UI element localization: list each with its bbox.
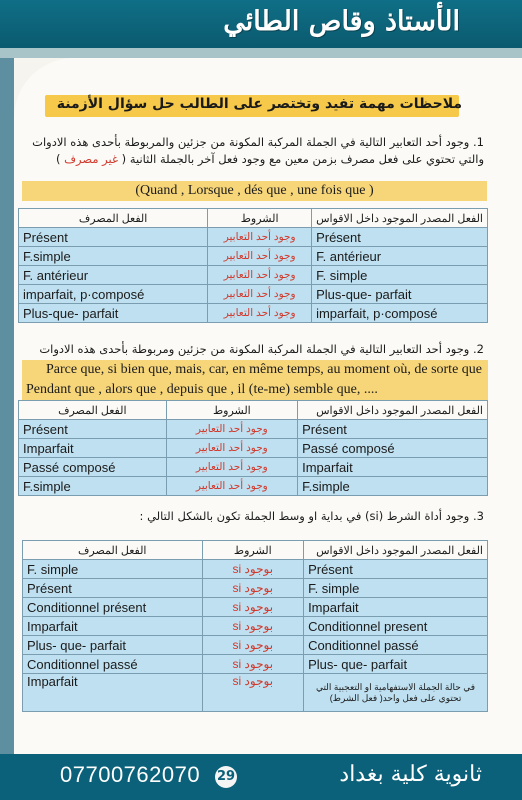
condition-cell: بوجود si (202, 674, 304, 712)
left-decor-band (0, 58, 14, 800)
condition-cell: بوجود si (202, 579, 304, 598)
table-header-row (23, 541, 488, 560)
section3-line1: 3. وجود أداة الشرط (si) في بداية او وسط الجملة تكون بالشكل التالي : (139, 509, 484, 523)
source-cell: Présent (304, 560, 488, 579)
conjugated-cell: F.simple (19, 477, 167, 496)
table-row (19, 458, 488, 477)
header-condition: الشروط (166, 401, 298, 420)
header-source: الفعل المصدر الموجود داخل الاقواس (312, 209, 488, 228)
condition-cell: وجود أحد التعابير (208, 266, 312, 285)
conjugated-cell: Imparfait (19, 439, 167, 458)
source-cell: Plus-que- parfait (312, 285, 488, 304)
source-cell: Présent (312, 228, 488, 247)
section1-line2-a: والتي تحتوي على فعل مصرف بزمن معين مع وجود فعل آخر بالجملة الثانية ( (121, 152, 484, 166)
table-row (19, 266, 488, 285)
conjugated-cell: Imparfait (23, 674, 203, 712)
condition-cell: وجود أحد التعابير (166, 420, 298, 439)
condition-cell: بوجود si (202, 636, 304, 655)
source-cell: F. simple (304, 579, 488, 598)
table-row (19, 285, 488, 304)
source-cell: Présent (298, 420, 488, 439)
header-accent-strip (0, 48, 522, 58)
footer-phone: 07700762070 (60, 762, 201, 787)
header-title: الأستاذ وقاص الطائي (223, 6, 460, 37)
conjugated-cell: Passé composé (19, 458, 167, 477)
section1-line2-b: ) (55, 152, 61, 166)
table-row (19, 420, 488, 439)
section1-line2 (24, 151, 484, 168)
conjugated-cell: Présent (23, 579, 203, 598)
section2-line1: 2. وجود أحد التعابير التالية في الجملة المركبة المكونة من جزئين ومربوطة بأحدى هذه الادوات (39, 342, 484, 356)
conjugated-cell: F.simple (19, 247, 208, 266)
header-conjugated: الفعل المصرف (19, 209, 208, 228)
table-row (23, 560, 488, 579)
header-condition: الشروط (202, 541, 304, 560)
table-row (23, 636, 488, 655)
condition-cell: وجود أحد التعابير (208, 247, 312, 266)
conjugated-cell: Présent (19, 228, 208, 247)
source-cell: Passé composé (298, 439, 488, 458)
condition-cell: وجود أحد التعابير (166, 439, 298, 458)
section1-line1: 1. وجود أحد التعابير التالية في الجملة المركبة المكونة من جزئين والمربوطة بأحدى هذه الادوات (32, 135, 484, 149)
table-row (19, 228, 488, 247)
conjugated-cell: Présent (19, 420, 167, 439)
source-cell: Imparfait (298, 458, 488, 477)
section3-table (22, 540, 488, 712)
conjugated-cell: F. antérieur (19, 266, 208, 285)
condition-cell: بوجود si (202, 655, 304, 674)
table-row (23, 617, 488, 636)
section2-connectors-line1: Parce que, si bien que, mais, car, en même temps, au moment où, de sorte que (45, 362, 482, 377)
conjugated-cell: Plus-que- parfait (19, 304, 208, 323)
header-source: الفعل المصدر الموجود داخل الاقواس (298, 401, 488, 420)
section2-table (18, 400, 488, 496)
condition-cell: وجود أحد التعابير (166, 477, 298, 496)
conjugated-cell: imparfait, p·composé (19, 285, 208, 304)
source-cell: Imparfait (304, 598, 488, 617)
header-condition: الشروط (208, 209, 312, 228)
section2-connectors-line2: Pendant que , alors que , depuis que , il (te-me) semble que, .... (26, 382, 378, 397)
condition-cell: بوجود si (202, 598, 304, 617)
conjugated-cell: Plus- que- parfait (23, 636, 203, 655)
table-row (23, 598, 488, 617)
source-cell: Plus- que- parfait (304, 655, 488, 674)
section2-connectors (22, 360, 488, 400)
condition-cell: بوجود si (202, 617, 304, 636)
conjugated-cell: Conditionnel passé (23, 655, 203, 674)
conjugated-cell: F. simple (23, 560, 203, 579)
section1-not-conjugated: غير مصرف (64, 152, 119, 166)
table-header-row (19, 401, 488, 420)
table-row (19, 304, 488, 323)
footer-school-name: ثانوية كلية بغداد (339, 762, 482, 787)
table-row (19, 247, 488, 266)
table-row (19, 439, 488, 458)
source-cell: F. antérieur (312, 247, 488, 266)
conjugated-cell: Conditionnel présent (23, 598, 203, 617)
condition-cell: وجود أحد التعابير (208, 285, 312, 304)
table-header-row (19, 209, 488, 228)
section1-table (18, 208, 488, 323)
source-note-cell: في حالة الجملة الاستفهامية او التعجبية التي تحتوي على فعل واحد( فعل الشرط) (304, 674, 488, 712)
table-row (23, 655, 488, 674)
source-cell: imparfait, p·composé (312, 304, 488, 323)
table-row (19, 477, 488, 496)
source-cell: Conditionnel present (304, 617, 488, 636)
conjugated-cell: Imparfait (23, 617, 203, 636)
source-cell: F.simple (298, 477, 488, 496)
condition-cell: وجود أحد التعابير (166, 458, 298, 477)
source-cell: F. simple (312, 266, 488, 285)
notice-title: ملاحظات مهمة تفيد وتختصر على الطالب حل سؤال الأزمنة (56, 96, 462, 112)
table-row (23, 579, 488, 598)
condition-cell: بوجود si (202, 560, 304, 579)
header-conjugated: الفعل المصرف (23, 541, 203, 560)
source-cell: Conditionnel passé (304, 636, 488, 655)
header-source: الفعل المصدر الموجود داخل الاقواس (304, 541, 488, 560)
condition-cell: وجود أحد التعابير (208, 304, 312, 323)
table-row (23, 674, 488, 712)
condition-cell: وجود أحد التعابير (208, 228, 312, 247)
header-conjugated: الفعل المصرف (19, 401, 167, 420)
section1-connectors: (Quand , Lorsque , dés que , une fois que ) (22, 181, 487, 201)
page-number: 29 (215, 766, 237, 788)
